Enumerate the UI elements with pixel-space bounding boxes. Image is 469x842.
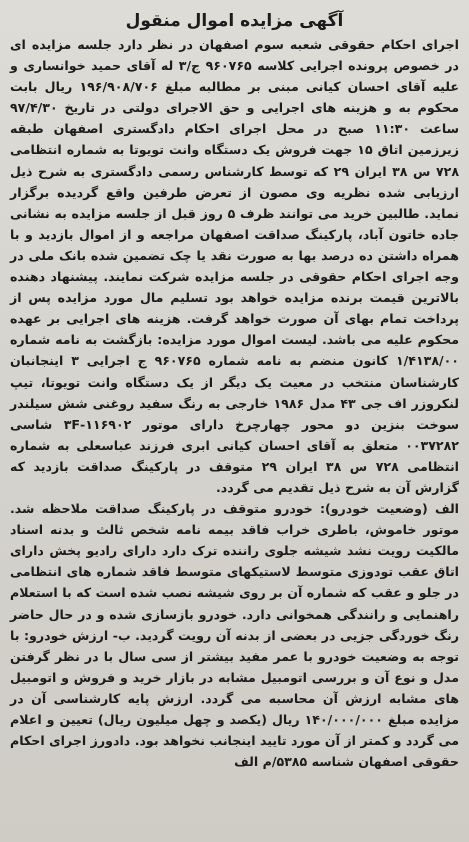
notice-paragraph: اجرای احکام حقوقی شعبه سوم اصفهان در نظر دارد جلسه مزایده ای در خصوص پرونده اجرایی کلاسه ۹۶۰۷۶۵ ج/۳ له آقای حمید خوانساری و علیه آقای احسان کیانی مبنی بر مطالبه مبلغ ۱۹۶/۹۰۸/۷۰۶ ریال بابت محکوم به و هزینه های اجرایی و حق الاجرای دولتی در تاریخ ۹۷/۴/۳۰ ساعت ۱۱:۳۰ صبح در محل اجرای احکام دادگستری اصفهان طبقه زیرزمین اتاق ۱۵ جهت فروش یک دستگاه وانت تویوتا به شماره انتظامی ۷۲۸ س ۳۸ ایران ۲۹ که توسط کارشناس رسمی دادگستری به شرح ذیل ارزیابی شده نظریه وی مصون از تعرض طرفین واقع گردیده برگزار نماید. طالبین خرید می توانند ظرف ۵ روز قبل از جلسه مزایده به نشانی جاده خاتون آباد، پارکینگ صداقت اصفهان مراجعه و از اموال بازدید و با همراه داشتن ده درصد بها به صورت نقد یا چک تضمین شده بانک ملی در وجه اجرای احکام حقوقی در جلسه مزایده شرکت نمایند. پیشنهاد دهنده بالاترین قیمت برنده مزایده خواهد بود تسلیم مال مورد مزایده پس از پرداخت تمام بهای آن صورت خواهد گرفت. هزینه های اجرایی بر عهده محکوم علیه می باشد. لیست اموال مورد مزایده: بازگشت به نامه شماره ۱/۴۱۳۸/۰۰ کانون منضم به نامه شماره ۹۶۰۷۶۵ ج اجرایی ۳ اینجانبان کارشناسان منتخب در معیت یک دیگر از یک دستگاه وانت تویوتا، تیپ لنکروزر اف جی ۴۳ مدل ۱۹۸۶ خارجی به رنگ سفید روغنی شش سیلندر سوخت بنزین دو محور چهارچرخ دارای موتور ۱۱۶۹۰۲-۳F شاسی ۰۰۳۷۲۸۲ متعلق به آقای احسان کیانی ابری فرزند عباسعلی به شماره انتظامی ۷۲۸ س ۳۸ ایران ۲۹ متوقف در پارکینگ صداقت بازدید که گزارش آن به شرح ذیل تقدیم می گردد. [10, 37, 460, 495]
notice-signature: شناسه ۵۳۸۵/م الف [234, 754, 354, 770]
notice-title: آگهی مزایده اموال منقول [125, 11, 344, 31]
notice-body [10, 34, 459, 772]
notice-paragraph [10, 498, 459, 772]
vehicle-report-text: الف (وضعیت خودرو): خودرو متوقف در پارکینگ صداقت ملاحظه شد. موتور خاموش، باطری خراب فاقد بیمه نامه شخص ثالث و بدنه اسناد مالکیت رویت نشد شیشه جلوی راننده ترک دارد دارای رادیو پخش دارای اتاق عقب تودوزی متوسط لاستیکهای متوسط فاقد شماره های انتظامی در جلو و عقب که شماره آن بر روی شیشه نصب شده است که با استعلام راهنمایی و رانندگی همخوانی دارد. خودرو بازسازی شده و در حال حاضر رنگ خوردگی جزیی در بعضی از بدنه آن رویت گردید. ب- ارزش خودرو: با توجه به وضعیت خودرو با عمر مفید بیشتر از سی سال با در نظر گرفتن مدل و نوع آن و بررسی اتومبیل مشابه در بازار خرید و فروش و اتومبیل های مشابه ارزش آن محاسبه می گردد. ارزش پایه کارشناسی آن در مزایده مبلغ ۱۴۰/۰۰۰/۰۰۰ ریال (یکصد و چهل میلیون ریال) تعیین و اعلام می گردد و کمتر از آن مورد تایید اینجانب نخواهد بود. دادورز اجرای احکام حقوقی اصفهان [10, 501, 459, 770]
cropped-previous-text [0, 0, 469, 8]
